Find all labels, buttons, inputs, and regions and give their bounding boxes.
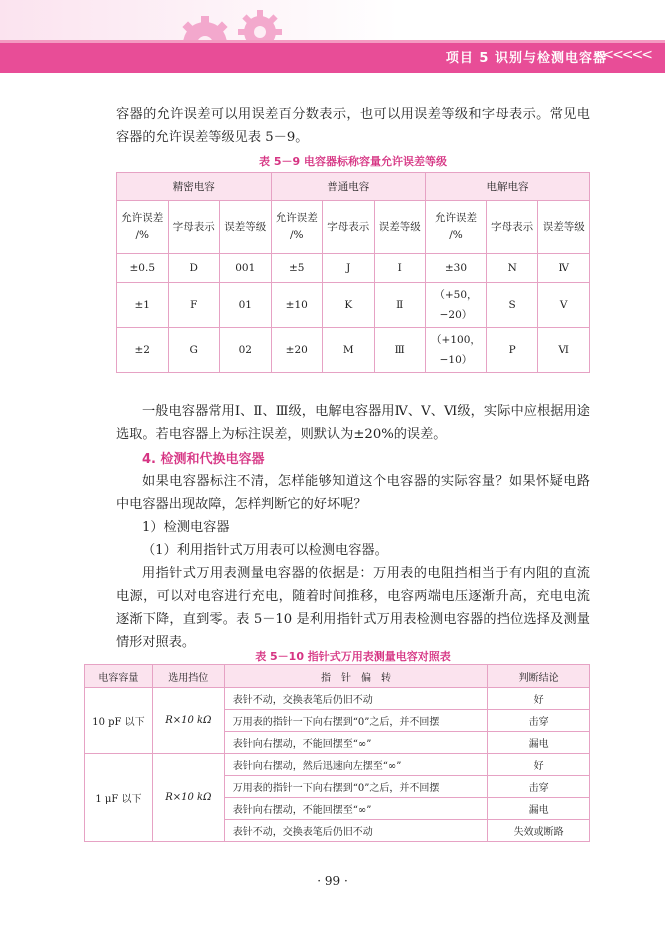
table-cell: Ⅵ: [538, 328, 590, 373]
group-header: 普通电容: [271, 173, 426, 201]
table-cell: Ⅴ: [538, 283, 590, 328]
column-header: 允许误差 /%: [271, 201, 323, 254]
header-background: [0, 0, 665, 45]
column-header: 误差等级: [220, 201, 272, 254]
chevrons-icon: <<<<<<: [592, 47, 651, 63]
subsection-heading: 1）检测电容器: [142, 520, 230, 535]
column-header: 判断结论: [488, 665, 590, 688]
table-cell: Ⅲ: [374, 328, 426, 373]
range-cell: R×10 kΩ: [152, 754, 224, 842]
table-cell: ±1: [117, 283, 169, 328]
result-cell: 漏电: [488, 732, 590, 754]
result-cell: 失效或断路: [488, 820, 590, 842]
table-cell: J: [323, 254, 375, 283]
result-cell: 好: [488, 688, 590, 710]
capacity-cell: 10 pF 以下: [85, 688, 153, 754]
intro-paragraph: 容器的允许误差可以用误差百分数表示，也可以用误差等级和字母表示。常见电容器的允许误差等级见表 5－9。: [116, 107, 590, 145]
deflection-cell: 表针不动，交换表笔后仍旧不动: [224, 688, 487, 710]
column-header: 指 针 偏 转: [224, 665, 487, 688]
table-row: [117, 283, 590, 328]
column-header: 字母表示: [323, 201, 375, 254]
column-header: 字母表示: [168, 201, 220, 254]
column-header: 允许误差 /%: [426, 201, 487, 254]
table-cell: F: [168, 283, 220, 328]
capacity-cell: 1 μF 以下: [85, 754, 153, 842]
table-cell: P: [486, 328, 538, 373]
group-header: 电解电容: [426, 173, 590, 201]
deflection-cell: 表针向右摆动，不能回摆至“∞”: [224, 798, 487, 820]
group-header: 精密电容: [117, 173, 272, 201]
table-cell: （+50， −20）: [426, 283, 487, 328]
page-header: [0, 0, 665, 88]
section-title: 4. 检测和代换电容器: [142, 452, 265, 467]
table-row: [85, 688, 590, 710]
method-paragraph: 用指针式万用表测量电容器的依据是：万用表的电阻挡相当于有内阻的直流电源，可以对电容进行充电，随着时间推移，电容两端电压逐渐升高，充电电流逐渐下降，直到零。表 5－10 是利用指针式万用表检测电容器的挡位选择及测量情形对照表。: [116, 566, 590, 650]
table-cell: ±0.5: [117, 254, 169, 283]
table-cell: ±5: [271, 254, 323, 283]
table-row: [85, 754, 590, 776]
multimeter-table: [84, 664, 590, 842]
table-cell: G: [168, 328, 220, 373]
table-cell: S: [486, 283, 538, 328]
chapter-title: 项目 5 识别与检测电容器: [445, 51, 607, 66]
column-header: 允许误差 /%: [117, 201, 169, 254]
table-cell: N: [486, 254, 538, 283]
table-cell: Ⅳ: [538, 254, 590, 283]
column-header: 电容容量: [85, 665, 153, 688]
table-cell: ±10: [271, 283, 323, 328]
deflection-cell: 万用表的指针一下向右摆到“0”之后，并不回摆: [224, 776, 487, 798]
table-cell: Ⅰ: [374, 254, 426, 283]
table-cell: （+100， −10）: [426, 328, 487, 373]
result-cell: 漏电: [488, 798, 590, 820]
table2-caption: 表 5－10 指针式万用表测量电容对照表: [255, 650, 451, 663]
result-cell: 击穿: [488, 710, 590, 732]
table-cell: Ⅱ: [374, 283, 426, 328]
table-cell: ±2: [117, 328, 169, 373]
table-cell: M: [323, 328, 375, 373]
result-cell: 好: [488, 754, 590, 776]
deflection-cell: 表针不动，交换表笔后仍旧不动: [224, 820, 487, 842]
result-cell: 击穿: [488, 776, 590, 798]
deflection-cell: 表针向右摆动，不能回摆至“∞”: [224, 732, 487, 754]
range-cell: R×10 kΩ: [152, 688, 224, 754]
table-cell: 02: [220, 328, 272, 373]
column-header: 误差等级: [538, 201, 590, 254]
column-header: 选用挡位: [152, 665, 224, 688]
table-cell: ±30: [426, 254, 487, 283]
deflection-cell: 万用表的指针一下向右摆到“0”之后，并不回摆: [224, 710, 487, 732]
table-cell: 001: [220, 254, 272, 283]
table1-caption: 表 5－9 电容器标称容量允许误差等级: [259, 155, 447, 168]
table-cell: K: [323, 283, 375, 328]
column-header: 字母表示: [486, 201, 538, 254]
table-cell: 01: [220, 283, 272, 328]
table-row: [117, 328, 590, 373]
section-paragraph: 如果电容器标注不清，怎样能够知道这个电容器的实际容量？如果怀疑电路中电容器出现故障，怎样判断它的好坏呢？: [116, 474, 590, 512]
deflection-cell: 表针向右摆动，然后迅速向左摆至“∞”: [224, 754, 487, 776]
page-number: · 99 ·: [317, 874, 348, 888]
subsection-item: （1）利用指针式万用表可以检测电容器。: [142, 543, 388, 558]
levels-paragraph: 一般电容器常用Ⅰ、Ⅱ、Ⅲ级，电解电容器用Ⅳ、Ⅴ、Ⅵ级，实际中应根据用途选取。若电容器上为标注误差，则默认为±20%的误差。: [116, 404, 590, 442]
table-cell: ±20: [271, 328, 323, 373]
table-cell: D: [168, 254, 220, 283]
table-row: [117, 254, 590, 283]
tolerance-table: [116, 172, 590, 373]
column-header: 误差等级: [374, 201, 426, 254]
